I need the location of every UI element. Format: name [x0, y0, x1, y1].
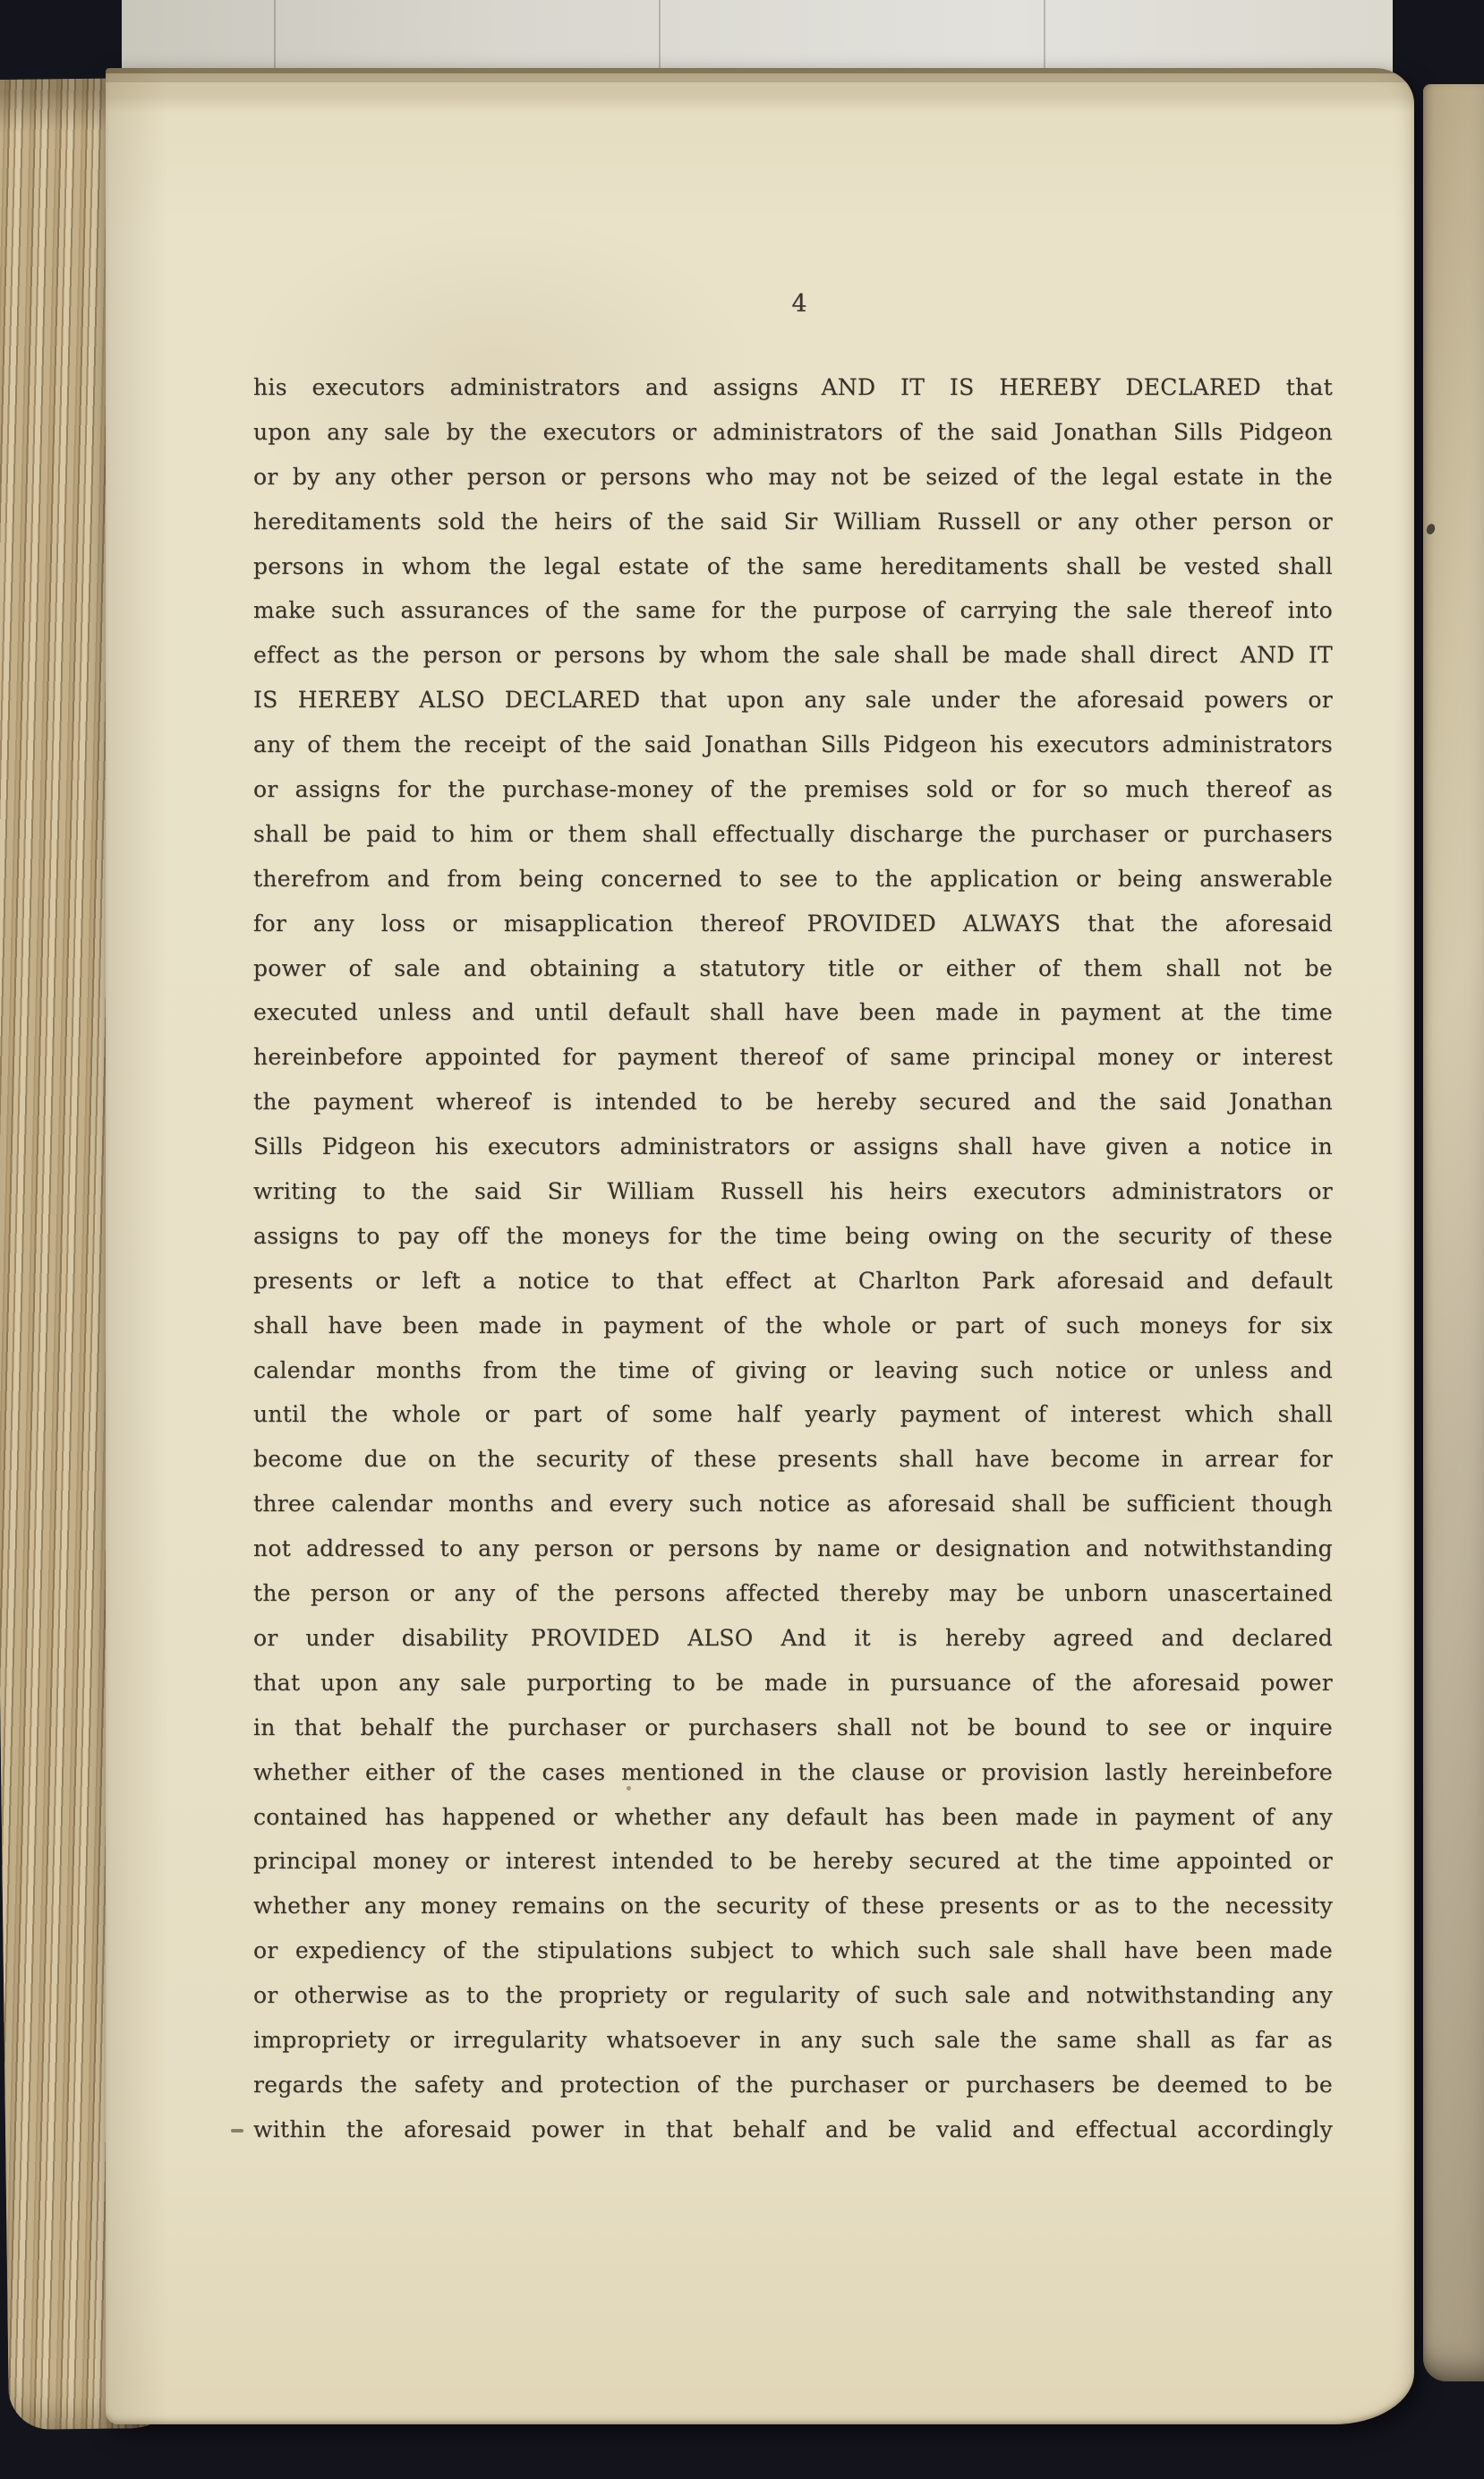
- text-line: regards the safety and protection of the purchaser or purchasers be deemed to be: [253, 2071, 1333, 2098]
- text-line: or under disability PROVIDED ALSO And it is hereby agreed and declared: [253, 1624, 1333, 1651]
- text-line: become due on the security of these presents shall have become in arrear for: [253, 1446, 1333, 1473]
- document-page: [106, 68, 1414, 2424]
- text-line: make such assurances of the same for the purpose of carrying the sale thereof into: [253, 597, 1333, 624]
- text-line: principal money or interest intended to be hereby secured at the time appointed or: [253, 1848, 1333, 1875]
- next-page-right-edge: [1423, 84, 1484, 2381]
- text-line: upon any sale by the executors or administrators of the said Jonathan Sills Pidgeon: [253, 418, 1333, 445]
- text-line: IS HEREBY ALSO DECLARED that upon any sale under the aforesaid powers or: [253, 687, 1333, 714]
- text-line: in that behalf the purchaser or purchasers shall not be bound to see or inquire: [253, 1714, 1333, 1740]
- text-line: three calendar months and every such notice as aforesaid shall be sufficient though: [253, 1491, 1333, 1517]
- text-line: that upon any sale purporting to be made in pursuance of the aforesaid power: [253, 1669, 1333, 1696]
- text-line: not addressed to any person or persons by name or designation and notwithstanding: [253, 1535, 1333, 1562]
- text-line: or assigns for the purchase-money of the premises sold or for so much thereof as: [253, 776, 1333, 803]
- text-line: for any loss or misapplication thereof PROVIDED ALWAYS that the aforesaid: [253, 910, 1333, 936]
- text-line: or otherwise as to the propriety or regularity of such sale and notwithstanding any: [253, 1982, 1333, 2009]
- text-line: presents or left a notice to that effect at Charlton Park aforesaid and default: [253, 1267, 1333, 1294]
- text-line: persons in whom the legal estate of the same hereditaments shall be vested shall: [253, 552, 1333, 579]
- text-line: whether either of the cases mentioned in the clause or provision lastly hereinbefore: [253, 1758, 1333, 1785]
- text-line: hereinbefore appointed for payment thereof of same principal money or interest: [253, 1044, 1333, 1071]
- text-line: Sills Pidgeon his executors administrators or assigns shall have given a notice in: [253, 1133, 1333, 1160]
- text-line: until the whole or part of some half yearly payment of interest which shall: [253, 1401, 1333, 1428]
- ink-speck: [627, 1786, 631, 1791]
- ink-speck: [231, 2129, 243, 2133]
- text-line: hereditaments sold the heirs of the said Sir William Russell or any other person or: [253, 508, 1333, 534]
- text-line: shall have been made in payment of the whole or part of such moneys for six: [253, 1312, 1333, 1338]
- text-line: writing to the said Sir William Russell his heirs executors administrators or: [253, 1178, 1333, 1205]
- text-line: assigns to pay off the moneys for the time being owing on the security of these: [253, 1222, 1333, 1249]
- text-line: therefrom and from being concerned to see to the application or being answerable: [253, 865, 1333, 892]
- text-line: within the aforesaid power in that behalf and be valid and effectual accordingly: [253, 2116, 1333, 2142]
- text-line: effect as the person or persons by whom the sale shall be made shall direct AND IT: [253, 642, 1333, 669]
- text-line: or by any other person or persons who may not be seized of the legal estate in the: [253, 463, 1333, 490]
- previous-page-top-edge: [122, 0, 1393, 75]
- text-line: the person or any of the persons affected thereby may be unborn unascertained: [253, 1580, 1333, 1607]
- text-line: impropriety or irregularity whatsoever in any such sale the same shall as far as: [253, 2026, 1333, 2053]
- text-line: the payment whereof is intended to be hereby secured and the said Jonathan: [253, 1089, 1333, 1116]
- text-line: or expediency of the stipulations subject to which such sale shall have been made: [253, 1937, 1333, 1964]
- text-line: calendar months from the time of giving or leaving such notice or unless and: [253, 1356, 1333, 1383]
- text-line: executed unless and until default shall have been made in payment at the time: [253, 999, 1333, 1026]
- document-text: [253, 365, 1333, 2152]
- page-number: 4: [791, 290, 807, 318]
- text-line: his executors administrators and assigns AND IT IS HEREBY DECLARED that: [253, 374, 1333, 400]
- text-line: contained has happened or whether any default has been made in payment of any: [253, 1803, 1333, 1830]
- text-line: shall be paid to him or them shall effectually discharge the purchaser or purchasers: [253, 820, 1333, 847]
- text-line: whether any money remains on the security of these presents or as to the necessity: [253, 1893, 1333, 1919]
- text-line: any of them the receipt of the said Jonathan Sills Pidgeon his executors administrators: [253, 731, 1333, 758]
- text-line: power of sale and obtaining a statutory title or either of them shall not be: [253, 954, 1333, 981]
